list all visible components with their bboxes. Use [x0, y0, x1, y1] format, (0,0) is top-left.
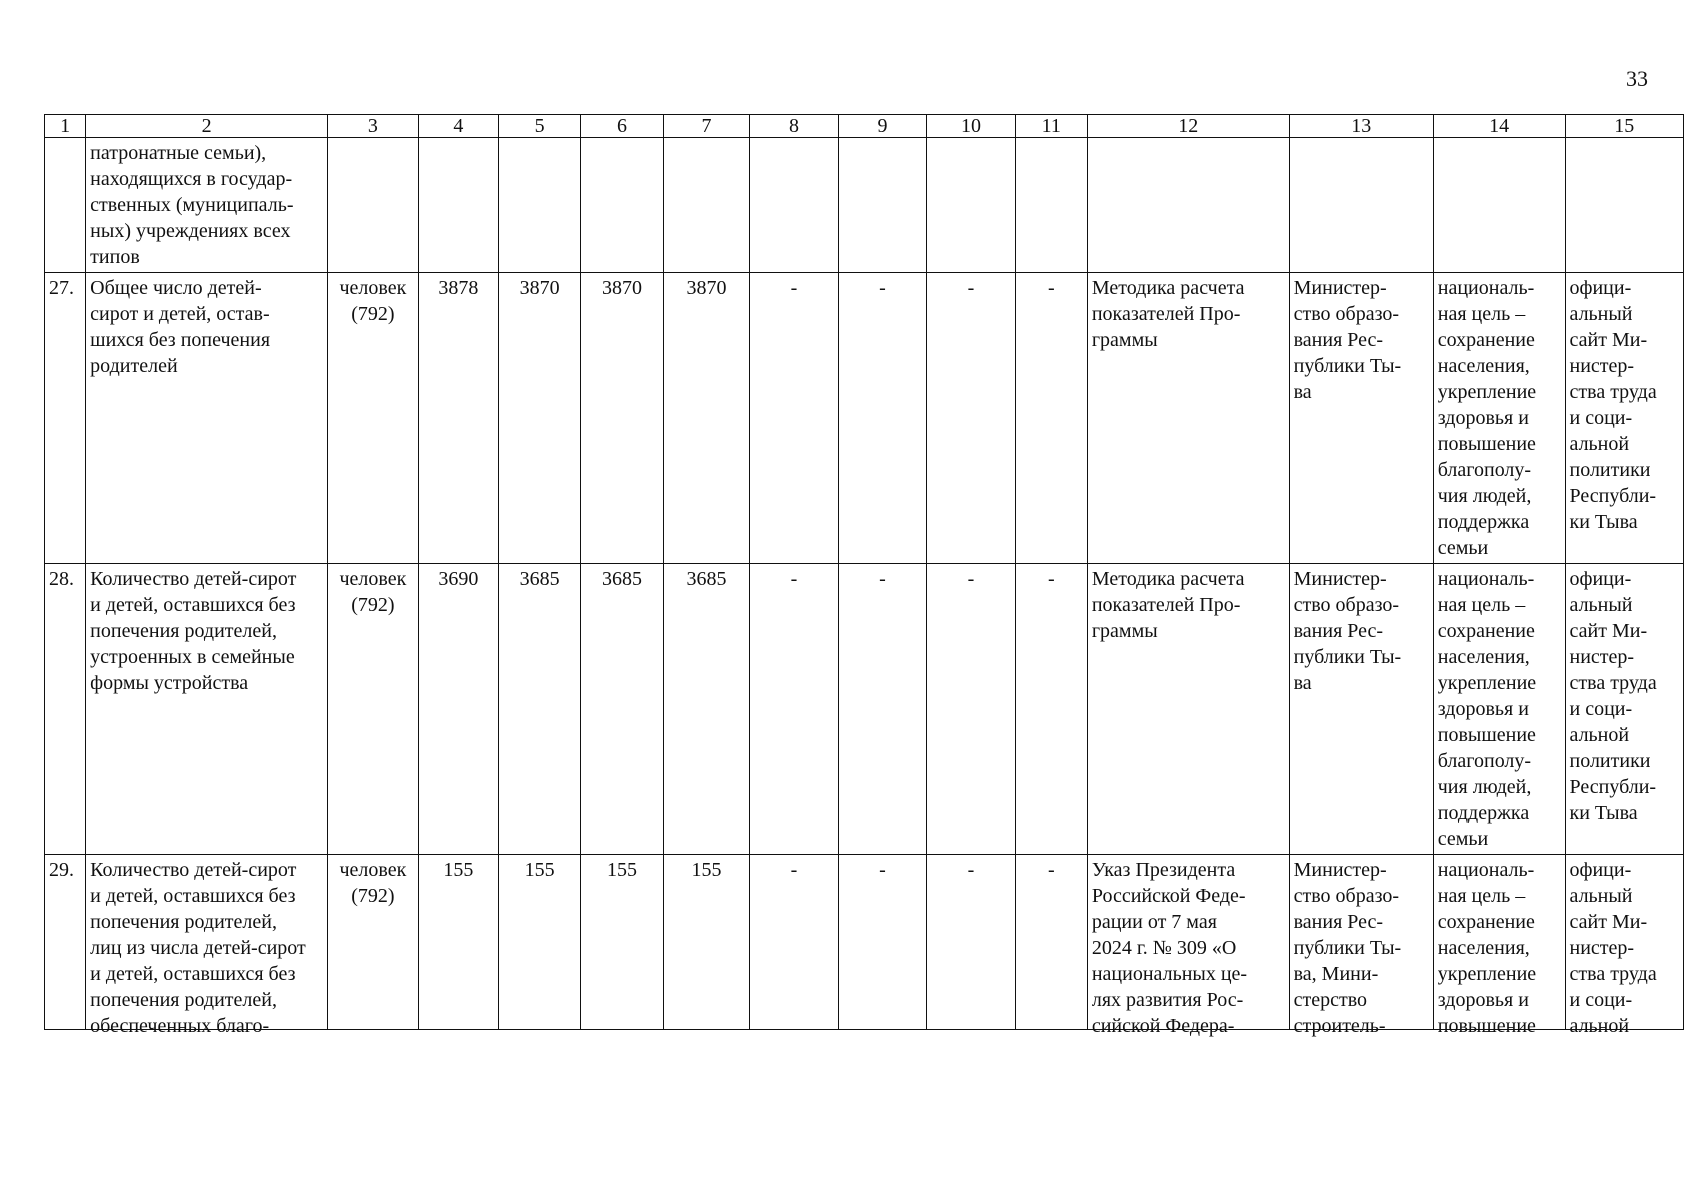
empty-cell	[1289, 138, 1433, 273]
value-cell: 3878	[418, 273, 498, 564]
responsible-cell	[1289, 855, 1433, 1037]
value-cell: 3870	[581, 273, 663, 564]
empty-cell	[1015, 138, 1087, 273]
column-header: 10	[927, 115, 1016, 138]
method-cell: Методика расчета показателей Про- граммы	[1087, 273, 1289, 564]
row-number-cell: 28.	[45, 564, 86, 855]
source-cell	[1565, 855, 1683, 1037]
column-header: 1	[45, 115, 86, 138]
page-number: 33	[1626, 66, 1648, 91]
goal-cell: националь- ная цель – сохранение населения, укрепление здоровья и повышение благополу- чия людей, поддержка семьи	[1433, 564, 1565, 855]
indicator-name-cell: патронатные семьи), находящихся в государ- ственных (муниципаль- ных) учреждениях всех типов	[86, 138, 328, 273]
value-cell: 3870	[499, 273, 581, 564]
column-header: 7	[663, 115, 749, 138]
table-row	[45, 564, 1684, 855]
value-cell: 3685	[581, 564, 663, 855]
value-cell: 155	[663, 855, 749, 1030]
empty-cell	[1565, 138, 1683, 273]
method-cell: Методика расчета показателей Про- граммы	[1087, 564, 1289, 855]
value-cell: -	[1015, 564, 1087, 855]
value-cell: -	[750, 564, 839, 855]
value-cell: -	[927, 273, 1016, 564]
source-text: офици- альный сайт Ми- нистер- ства труда и соци- альной	[1569, 859, 1657, 1037]
source-cell: офици- альный сайт Ми- нистер- ства труда и соци- альной политики Республи- ки Тыва	[1565, 564, 1683, 855]
empty-cell	[838, 138, 927, 273]
value-cell: -	[838, 273, 927, 564]
value-cell: -	[1015, 273, 1087, 564]
column-number-header-row	[45, 115, 1684, 138]
source-cell: офици- альный сайт Ми- нистер- ства труда и соци- альной политики Республи- ки Тыва	[1565, 273, 1683, 564]
empty-cell	[499, 138, 581, 273]
value-cell: 3685	[499, 564, 581, 855]
value-cell: 3690	[418, 564, 498, 855]
column-header: 2	[86, 115, 328, 138]
table-row	[45, 855, 1684, 1030]
empty-cell	[750, 138, 839, 273]
value-cell: -	[927, 564, 1016, 855]
indicator-name-cell: Общее число детей- сирот и детей, остав- шихся без попечения родителей	[86, 273, 328, 564]
row-number-cell	[45, 138, 86, 273]
column-header: 6	[581, 115, 663, 138]
empty-cell	[927, 138, 1016, 273]
column-header: 3	[328, 115, 419, 138]
column-header: 15	[1565, 115, 1683, 138]
empty-cell	[663, 138, 749, 273]
row-number-cell: 29.	[45, 855, 86, 1030]
column-header: 8	[750, 115, 839, 138]
value-cell: -	[750, 855, 839, 1030]
value-cell: -	[838, 855, 927, 1030]
column-header: 4	[418, 115, 498, 138]
responsible-cell: Министер- ство образо- вания Рес- публики Ты- ва	[1289, 564, 1433, 855]
goal-text: националь- ная цель – сохранение населения, укрепление здоровья и повышение	[1437, 859, 1537, 1037]
goal-cell: националь- ная цель – сохранение населения, укрепление здоровья и повышение благополу- чия людей, поддержка семьи	[1433, 273, 1565, 564]
indicators-table	[44, 114, 1684, 1037]
value-cell: 155	[418, 855, 498, 1030]
indicator-name-cell: Количество детей-сирот и детей, оставшихся без попечения родителей, устроенных в семейные формы устройства	[86, 564, 328, 855]
value-cell: 3870	[663, 273, 749, 564]
empty-cell	[1087, 138, 1289, 273]
value-cell: 155	[581, 855, 663, 1030]
goal-cell	[1433, 855, 1565, 1037]
value-cell: -	[838, 564, 927, 855]
indicator-name-text: Количество детей-сирот и детей, оставшихся без попечения родителей, лиц из числа детей-сирот и детей, оставшихся без попечения родителей, обеспеченных благо-	[90, 859, 306, 1037]
value-cell: -	[927, 855, 1016, 1030]
value-cell: -	[750, 273, 839, 564]
value-cell: 3685	[663, 564, 749, 855]
column-header: 13	[1289, 115, 1433, 138]
row-number-cell: 27.	[45, 273, 86, 564]
method-cell	[1087, 855, 1289, 1037]
column-header: 12	[1087, 115, 1289, 138]
table-row	[45, 273, 1684, 564]
unit-cell: человек (792)	[328, 273, 419, 564]
column-header: 9	[838, 115, 927, 138]
column-header: 11	[1015, 115, 1087, 138]
unit-cell: человек (792)	[328, 564, 419, 855]
method-text: Указ Президента Российской Феде- рации от 7 мая 2024 г. № 309 «О национальных це- лях развития Рос- сийской Федера-	[1091, 859, 1248, 1037]
responsible-cell: Министер- ство образо- вания Рес- публики Ты- ва	[1289, 273, 1433, 564]
unit-cell: человек (792)	[328, 855, 419, 1030]
empty-cell	[328, 138, 419, 273]
empty-cell	[1433, 138, 1565, 273]
empty-cell	[418, 138, 498, 273]
value-cell: 155	[499, 855, 581, 1030]
value-cell: -	[1015, 855, 1087, 1030]
column-header: 14	[1433, 115, 1565, 138]
indicator-name-cell	[86, 855, 328, 1037]
table-row-continuation	[45, 138, 1684, 273]
column-header: 5	[499, 115, 581, 138]
responsible-text: Министер- ство образо- вания Рес- публики Ты- ва, Мини- стерство строитель-	[1293, 859, 1402, 1037]
empty-cell	[581, 138, 663, 273]
